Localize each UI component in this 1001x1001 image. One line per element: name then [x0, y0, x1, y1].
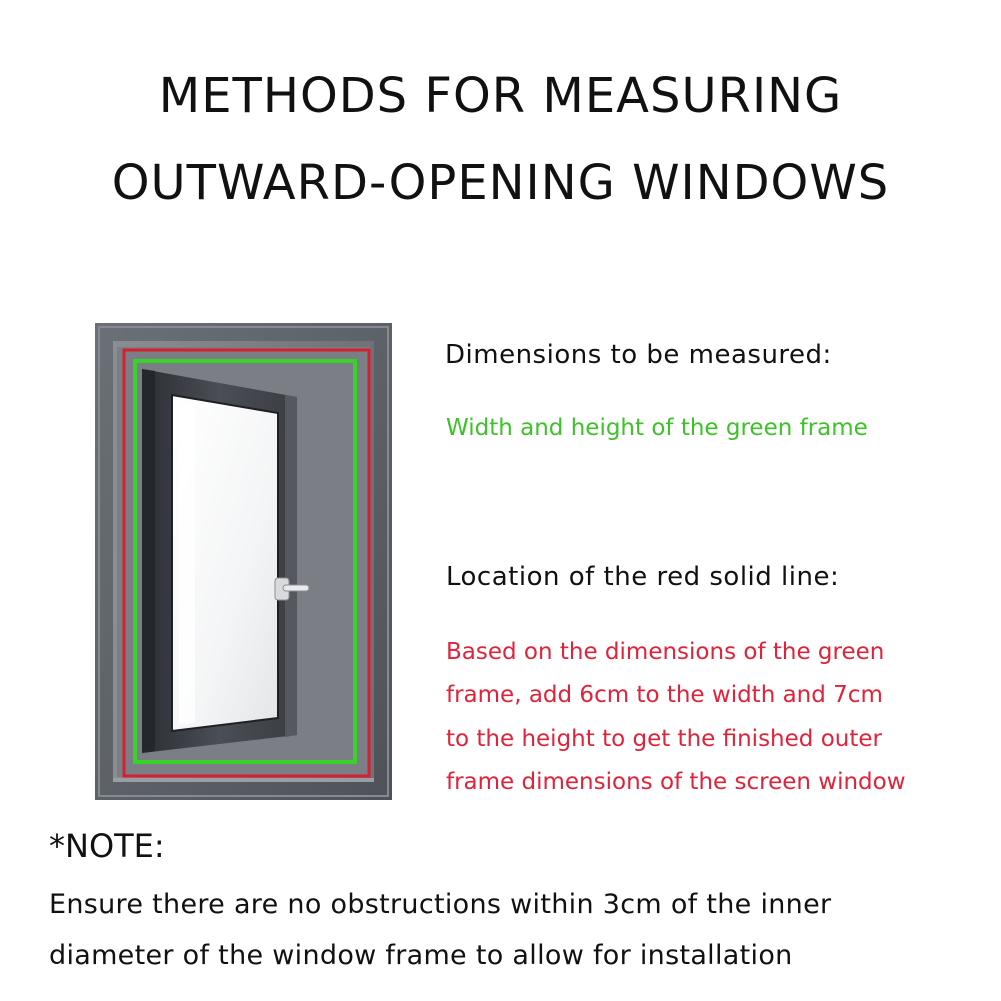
dimensions-heading: Dimensions to be measured:: [445, 340, 832, 370]
green-frame-instruction: Width and height of the green frame: [446, 415, 868, 441]
red-line-heading: Location of the red solid line:: [446, 562, 840, 592]
note-text: Ensure there are no obstructions within 3cm of the inner: [49, 889, 832, 920]
red-line-instruction: frame dimensions of the screen window: [446, 769, 906, 795]
red-line-instruction: to the height to get the finished outer: [446, 726, 882, 752]
red-line-instruction: Based on the dimensions of the green: [446, 639, 885, 665]
window-frame-illustration-icon: [95, 323, 392, 800]
note-text: diameter of the window frame to allow for installation: [49, 940, 793, 971]
note-heading: *NOTE:: [49, 827, 165, 865]
red-line-instruction: frame, add 6cm to the width and 7cm: [446, 682, 883, 708]
page-title-line-2: OUTWARD-OPENING WINDOWS: [111, 155, 890, 211]
page-title-line-1: METHODS FOR MEASURING: [158, 68, 843, 124]
